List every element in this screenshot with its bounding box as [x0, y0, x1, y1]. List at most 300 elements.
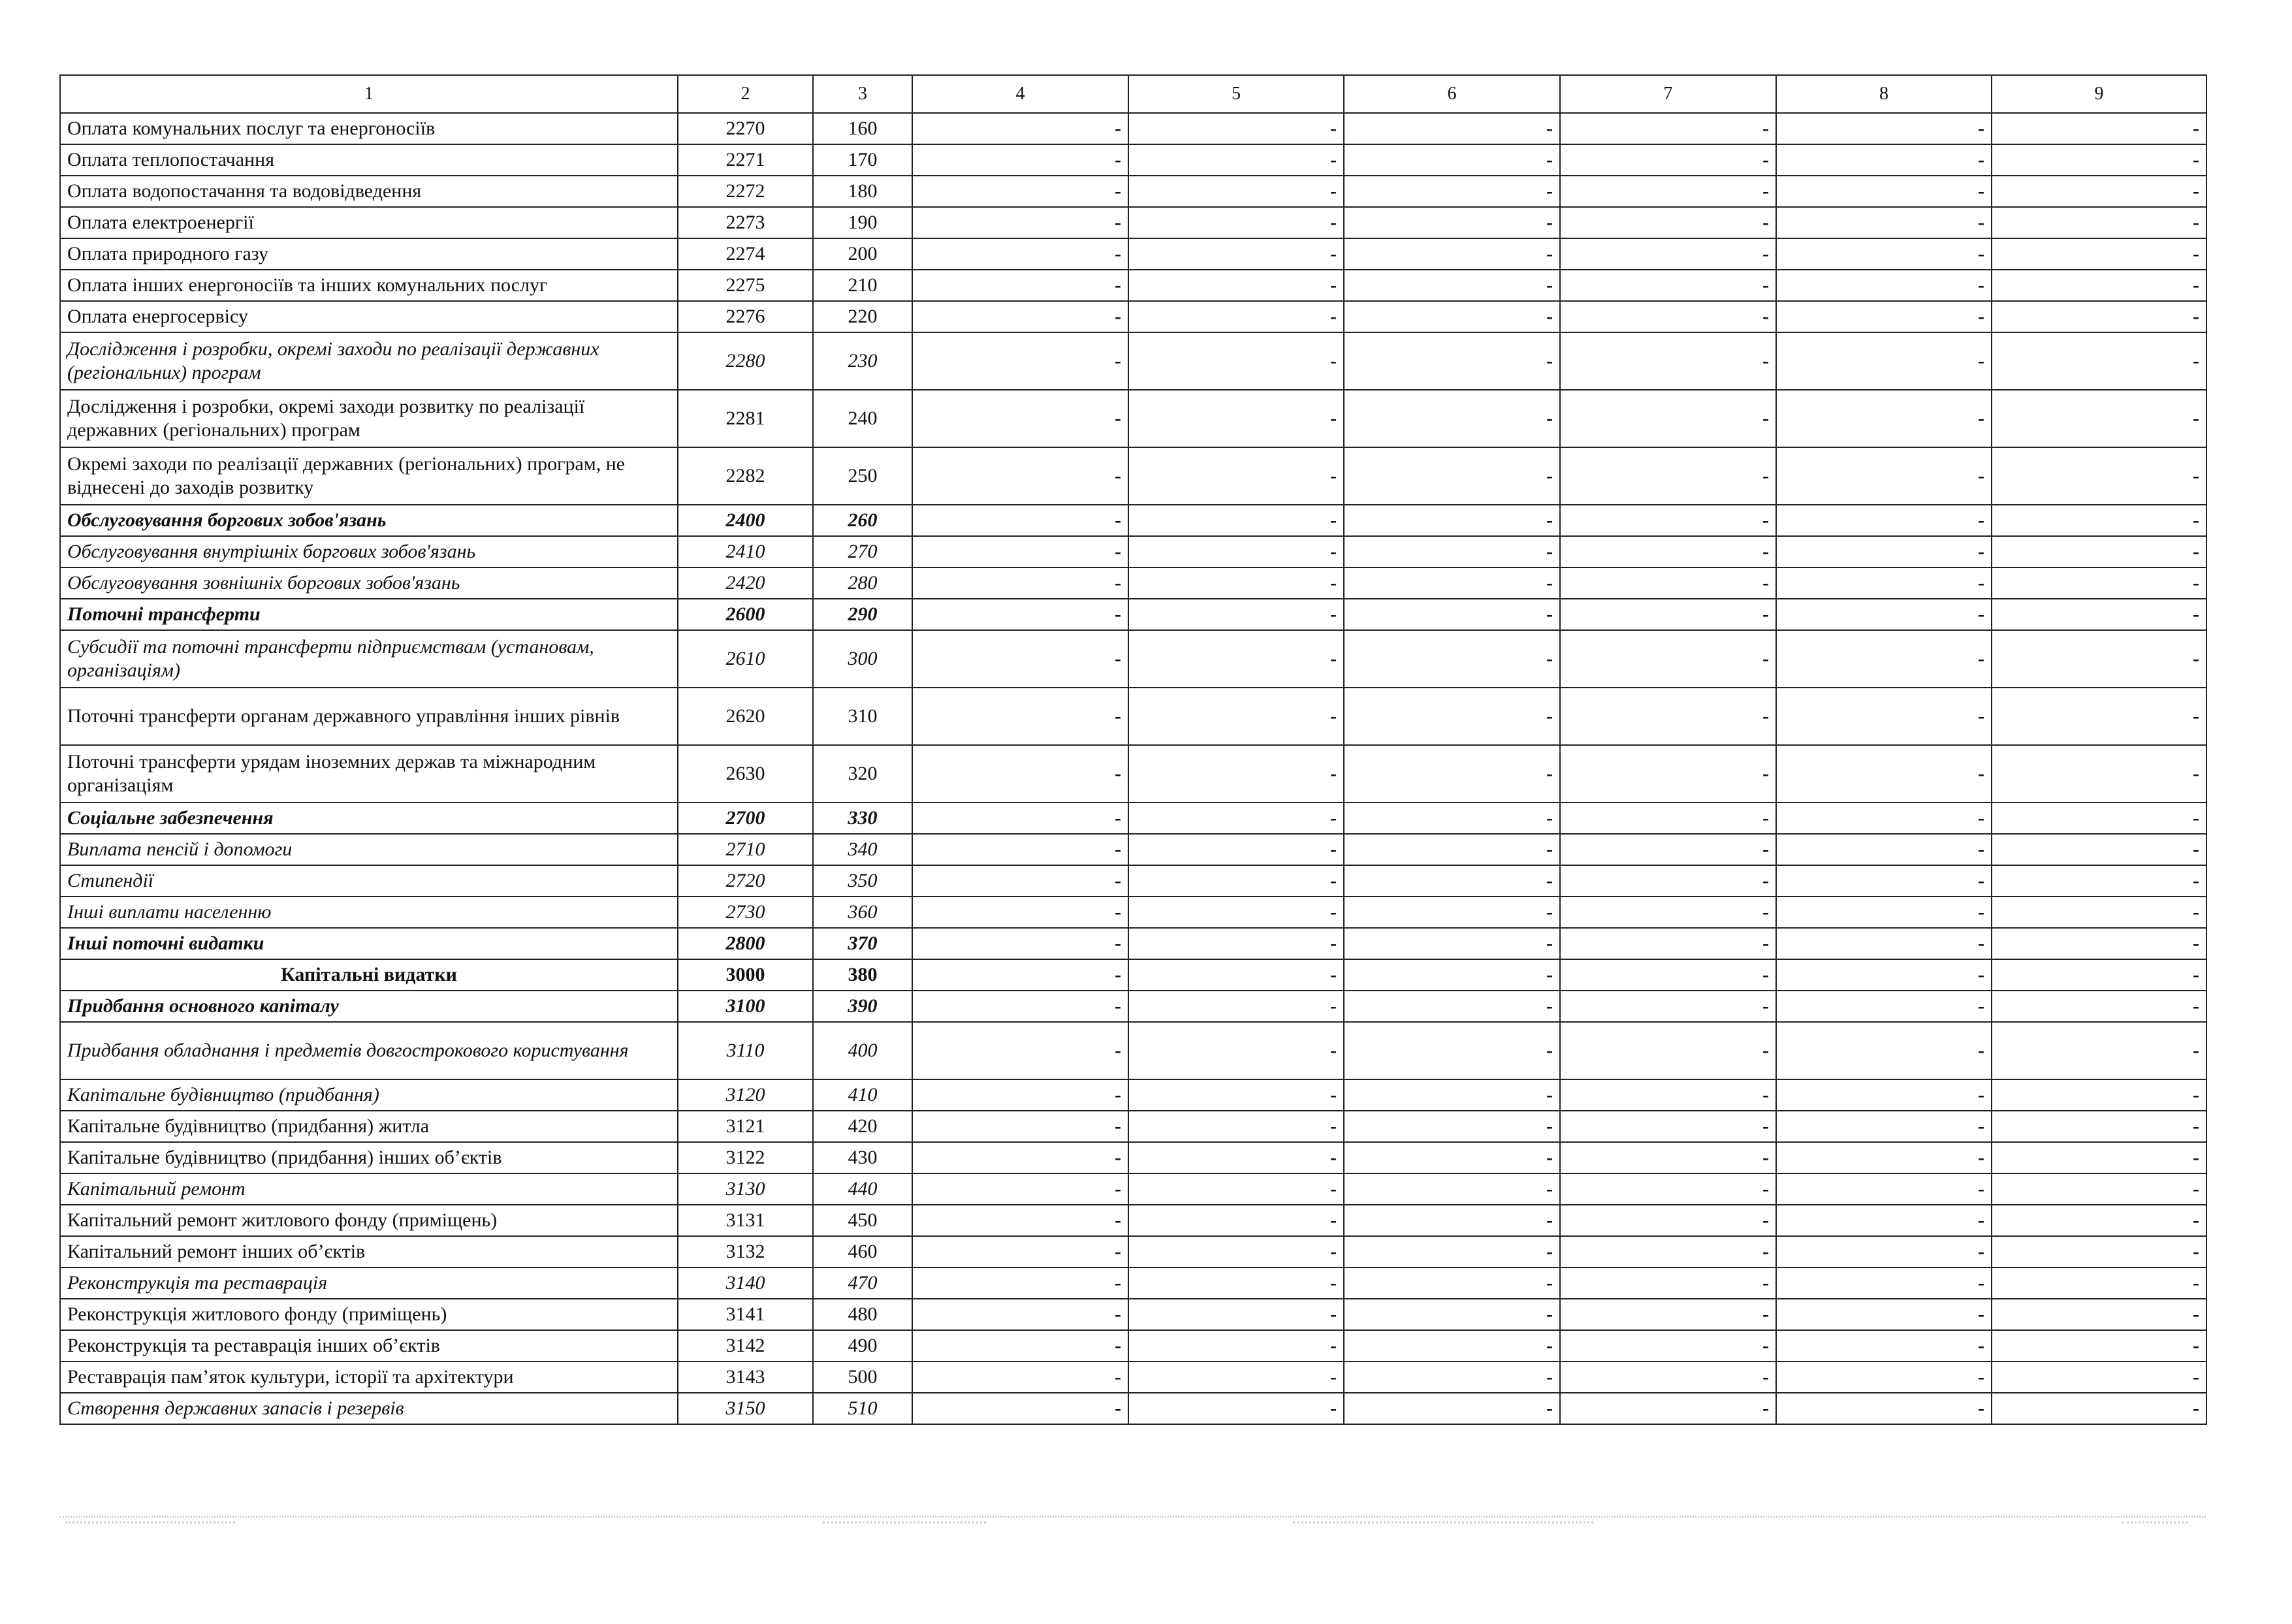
value-cell-col-4: -	[912, 536, 1128, 567]
value-cell-col-7: -	[1560, 928, 1776, 959]
table-row	[60, 1079, 2206, 1111]
row-name: Обслуговування зовнішніх боргових зобов'язань	[60, 567, 678, 599]
value-cell-col-4: -	[912, 1393, 1128, 1424]
value-cell-col-9: -	[1992, 567, 2206, 599]
value-cell-col-8: -	[1776, 959, 1992, 991]
row-code: 2273	[678, 207, 813, 238]
row-code: 2272	[678, 176, 813, 207]
header-col-7: 7	[1560, 75, 1776, 113]
row-code: 2280	[678, 332, 813, 390]
value-cell-col-5: -	[1128, 447, 1344, 505]
value-cell-col-9: -	[1992, 1393, 2206, 1424]
value-cell-col-5: -	[1128, 688, 1344, 745]
value-cell-col-6: -	[1344, 745, 1560, 803]
value-cell-col-6: -	[1344, 1361, 1560, 1393]
value-cell-col-6: -	[1344, 270, 1560, 301]
row-number: 410	[813, 1079, 912, 1111]
row-name: Виплата пенсій і допомоги	[60, 834, 678, 865]
table-row	[60, 207, 2206, 238]
table-row	[60, 1142, 2206, 1173]
value-cell-col-7: -	[1560, 1361, 1776, 1393]
row-number: 180	[813, 176, 912, 207]
value-cell-col-8: -	[1776, 1079, 1992, 1111]
value-cell-col-8: -	[1776, 897, 1992, 928]
value-cell-col-9: -	[1992, 959, 2206, 991]
header-col-9: 9	[1992, 75, 2206, 113]
value-cell-col-5: -	[1128, 238, 1344, 270]
row-number: 450	[813, 1205, 912, 1236]
header-col-3: 3	[813, 75, 912, 113]
value-cell-col-6: -	[1344, 1111, 1560, 1142]
value-cell-col-8: -	[1776, 1330, 1992, 1361]
value-cell-col-4: -	[912, 270, 1128, 301]
value-cell-col-6: -	[1344, 834, 1560, 865]
table-row	[60, 599, 2206, 630]
value-cell-col-5: -	[1128, 928, 1344, 959]
row-code: 3141	[678, 1299, 813, 1330]
table-row	[60, 1236, 2206, 1267]
value-cell-col-7: -	[1560, 745, 1776, 803]
row-name: Капітальний ремонт	[60, 1173, 678, 1205]
row-code: 2710	[678, 834, 813, 865]
row-number: 300	[813, 630, 912, 688]
row-code: 2400	[678, 505, 813, 536]
table-row	[60, 1205, 2206, 1236]
value-cell-col-5: -	[1128, 270, 1344, 301]
row-number: 490	[813, 1330, 912, 1361]
value-cell-col-5: -	[1128, 144, 1344, 176]
value-cell-col-8: -	[1776, 1173, 1992, 1205]
value-cell-col-9: -	[1992, 1111, 2206, 1142]
row-code: 2271	[678, 144, 813, 176]
value-cell-col-8: -	[1776, 176, 1992, 207]
value-cell-col-8: -	[1776, 1111, 1992, 1142]
value-cell-col-5: -	[1128, 1267, 1344, 1299]
value-cell-col-4: -	[912, 1330, 1128, 1361]
value-cell-col-7: -	[1560, 301, 1776, 332]
row-number: 190	[813, 207, 912, 238]
row-code: 3120	[678, 1079, 813, 1111]
value-cell-col-9: -	[1992, 1361, 2206, 1393]
header-col-6: 6	[1344, 75, 1560, 113]
value-cell-col-6: -	[1344, 630, 1560, 688]
value-cell-col-4: -	[912, 630, 1128, 688]
value-cell-col-6: -	[1344, 1142, 1560, 1173]
value-cell-col-9: -	[1992, 897, 2206, 928]
value-cell-col-8: -	[1776, 144, 1992, 176]
row-number: 280	[813, 567, 912, 599]
value-cell-col-8: -	[1776, 865, 1992, 897]
value-cell-col-6: -	[1344, 505, 1560, 536]
row-name: Капітальні видатки	[60, 959, 678, 991]
value-cell-col-5: -	[1128, 390, 1344, 447]
value-cell-col-9: -	[1992, 1205, 2206, 1236]
value-cell-col-6: -	[1344, 1022, 1560, 1079]
row-number: 210	[813, 270, 912, 301]
value-cell-col-9: -	[1992, 176, 2206, 207]
value-cell-col-5: -	[1128, 959, 1344, 991]
row-number: 260	[813, 505, 912, 536]
row-code: 3150	[678, 1393, 813, 1424]
row-name: Обслуговування боргових зобов'язань	[60, 505, 678, 536]
value-cell-col-8: -	[1776, 1299, 1992, 1330]
row-number: 380	[813, 959, 912, 991]
value-cell-col-9: -	[1992, 1330, 2206, 1361]
value-cell-col-8: -	[1776, 447, 1992, 505]
value-cell-col-8: -	[1776, 803, 1992, 834]
value-cell-col-5: -	[1128, 1111, 1344, 1142]
row-code: 2600	[678, 599, 813, 630]
value-cell-col-6: -	[1344, 536, 1560, 567]
row-name: Капітальне будівництво (придбання)	[60, 1079, 678, 1111]
row-code: 2620	[678, 688, 813, 745]
value-cell-col-6: -	[1344, 1173, 1560, 1205]
table-row	[60, 332, 2206, 390]
value-cell-col-9: -	[1992, 688, 2206, 745]
row-code: 3143	[678, 1361, 813, 1393]
value-cell-col-4: -	[912, 1022, 1128, 1079]
row-number: 160	[813, 113, 912, 144]
value-cell-col-5: -	[1128, 113, 1344, 144]
value-cell-col-9: -	[1992, 270, 2206, 301]
row-name: Інші виплати населенню	[60, 897, 678, 928]
value-cell-col-6: -	[1344, 688, 1560, 745]
row-number: 370	[813, 928, 912, 959]
row-number: 290	[813, 599, 912, 630]
value-cell-col-9: -	[1992, 505, 2206, 536]
value-cell-col-8: -	[1776, 599, 1992, 630]
row-code: 3100	[678, 991, 813, 1022]
value-cell-col-7: -	[1560, 1022, 1776, 1079]
row-code: 2275	[678, 270, 813, 301]
value-cell-col-8: -	[1776, 301, 1992, 332]
table-row	[60, 928, 2206, 959]
table-row	[60, 630, 2206, 688]
value-cell-col-8: -	[1776, 1393, 1992, 1424]
row-code: 2720	[678, 865, 813, 897]
table-row	[60, 803, 2206, 834]
value-cell-col-4: -	[912, 176, 1128, 207]
row-number: 420	[813, 1111, 912, 1142]
value-cell-col-5: -	[1128, 897, 1344, 928]
value-cell-col-9: -	[1992, 447, 2206, 505]
table-row	[60, 390, 2206, 447]
value-cell-col-9: -	[1992, 1142, 2206, 1173]
value-cell-col-4: -	[912, 238, 1128, 270]
value-cell-col-4: -	[912, 1205, 1128, 1236]
row-number: 170	[813, 144, 912, 176]
value-cell-col-7: -	[1560, 505, 1776, 536]
value-cell-col-7: -	[1560, 630, 1776, 688]
value-cell-col-4: -	[912, 1111, 1128, 1142]
value-cell-col-9: -	[1992, 630, 2206, 688]
value-cell-col-7: -	[1560, 447, 1776, 505]
table-row	[60, 1173, 2206, 1205]
row-name: Реконструкція житлового фонду (приміщень)	[60, 1299, 678, 1330]
table-row	[60, 567, 2206, 599]
table-row	[60, 865, 2206, 897]
value-cell-col-4: -	[912, 803, 1128, 834]
value-cell-col-7: -	[1560, 1142, 1776, 1173]
row-code: 3130	[678, 1173, 813, 1205]
row-name: Створення державних запасів і резервів	[60, 1393, 678, 1424]
value-cell-col-9: -	[1992, 1022, 2206, 1079]
value-cell-col-8: -	[1776, 1022, 1992, 1079]
row-code: 2270	[678, 113, 813, 144]
table-row	[60, 505, 2206, 536]
value-cell-col-6: -	[1344, 1236, 1560, 1267]
value-cell-col-5: -	[1128, 1299, 1344, 1330]
value-cell-col-7: -	[1560, 144, 1776, 176]
row-code: 2700	[678, 803, 813, 834]
value-cell-col-9: -	[1992, 834, 2206, 865]
row-name: Субсидії та поточні трансферти підприємствам (установам, організаціям)	[60, 630, 678, 688]
row-code: 2630	[678, 745, 813, 803]
row-name: Поточні трансферти урядам іноземних держав та міжнародним організаціям	[60, 745, 678, 803]
row-number: 390	[813, 991, 912, 1022]
row-number: 320	[813, 745, 912, 803]
value-cell-col-5: -	[1128, 1142, 1344, 1173]
value-cell-col-5: -	[1128, 1393, 1344, 1424]
value-cell-col-5: -	[1128, 207, 1344, 238]
row-name: Дослідження і розробки, окремі заходи по реалізації державних (регіональних) програм	[60, 332, 678, 390]
value-cell-col-9: -	[1992, 536, 2206, 567]
value-cell-col-9: -	[1992, 599, 2206, 630]
row-code: 3142	[678, 1330, 813, 1361]
row-name: Оплата комунальних послуг та енергоносіїв	[60, 113, 678, 144]
row-code: 2276	[678, 301, 813, 332]
row-code: 3121	[678, 1111, 813, 1142]
value-cell-col-9: -	[1992, 1299, 2206, 1330]
value-cell-col-8: -	[1776, 207, 1992, 238]
value-cell-col-7: -	[1560, 1205, 1776, 1236]
value-cell-col-5: -	[1128, 505, 1344, 536]
row-code: 3140	[678, 1267, 813, 1299]
row-name: Реконструкція та реставрація	[60, 1267, 678, 1299]
value-cell-col-4: -	[912, 332, 1128, 390]
value-cell-col-5: -	[1128, 332, 1344, 390]
header-row	[60, 75, 2206, 113]
value-cell-col-4: -	[912, 834, 1128, 865]
row-number: 220	[813, 301, 912, 332]
row-number: 200	[813, 238, 912, 270]
value-cell-col-6: -	[1344, 1299, 1560, 1330]
value-cell-col-5: -	[1128, 991, 1344, 1022]
value-cell-col-4: -	[912, 505, 1128, 536]
row-code: 2410	[678, 536, 813, 567]
table-row	[60, 1022, 2206, 1079]
value-cell-col-9: -	[1992, 1173, 2206, 1205]
value-cell-col-4: -	[912, 928, 1128, 959]
table-row	[60, 1330, 2206, 1361]
table-row	[60, 1111, 2206, 1142]
value-cell-col-6: -	[1344, 238, 1560, 270]
row-number: 330	[813, 803, 912, 834]
value-cell-col-9: -	[1992, 1079, 2206, 1111]
value-cell-col-4: -	[912, 688, 1128, 745]
value-cell-col-4: -	[912, 1299, 1128, 1330]
row-name: Придбання основного капіталу	[60, 991, 678, 1022]
row-name: Стипендії	[60, 865, 678, 897]
row-name: Оплата теплопостачання	[60, 144, 678, 176]
value-cell-col-8: -	[1776, 567, 1992, 599]
row-code: 2281	[678, 390, 813, 447]
table-row	[60, 301, 2206, 332]
value-cell-col-7: -	[1560, 536, 1776, 567]
value-cell-col-6: -	[1344, 1267, 1560, 1299]
value-cell-col-4: -	[912, 1173, 1128, 1205]
row-name: Поточні трансферти	[60, 599, 678, 630]
value-cell-col-8: -	[1776, 1142, 1992, 1173]
value-cell-col-5: -	[1128, 834, 1344, 865]
value-cell-col-6: -	[1344, 567, 1560, 599]
value-cell-col-4: -	[912, 390, 1128, 447]
table-row	[60, 1393, 2206, 1424]
value-cell-col-8: -	[1776, 238, 1992, 270]
table-body	[60, 113, 2206, 1424]
value-cell-col-8: -	[1776, 1236, 1992, 1267]
row-code: 2610	[678, 630, 813, 688]
value-cell-col-4: -	[912, 207, 1128, 238]
value-cell-col-7: -	[1560, 567, 1776, 599]
row-code: 2282	[678, 447, 813, 505]
value-cell-col-4: -	[912, 1267, 1128, 1299]
value-cell-col-9: -	[1992, 144, 2206, 176]
value-cell-col-8: -	[1776, 928, 1992, 959]
row-number: 400	[813, 1022, 912, 1079]
value-cell-col-9: -	[1992, 865, 2206, 897]
value-cell-col-8: -	[1776, 505, 1992, 536]
row-name: Придбання обладнання і предметів довгострокового користування	[60, 1022, 678, 1079]
value-cell-col-4: -	[912, 1079, 1128, 1111]
row-name: Поточні трансферти органам державного управління інших рівнів	[60, 688, 678, 745]
row-code: 3110	[678, 1022, 813, 1079]
table-row	[60, 1361, 2206, 1393]
value-cell-col-4: -	[912, 447, 1128, 505]
value-cell-col-4: -	[912, 599, 1128, 630]
row-name: Оплата електроенергії	[60, 207, 678, 238]
value-cell-col-7: -	[1560, 1111, 1776, 1142]
value-cell-col-8: -	[1776, 113, 1992, 144]
value-cell-col-8: -	[1776, 332, 1992, 390]
value-cell-col-6: -	[1344, 447, 1560, 505]
row-number: 480	[813, 1299, 912, 1330]
value-cell-col-9: -	[1992, 207, 2206, 238]
value-cell-col-9: -	[1992, 803, 2206, 834]
value-cell-col-8: -	[1776, 1361, 1992, 1393]
value-cell-col-5: -	[1128, 599, 1344, 630]
row-code: 3131	[678, 1205, 813, 1236]
value-cell-col-7: -	[1560, 959, 1776, 991]
row-code: 2800	[678, 928, 813, 959]
row-name: Дослідження і розробки, окремі заходи розвитку по реалізації державних (регіональних) програм	[60, 390, 678, 447]
value-cell-col-4: -	[912, 567, 1128, 599]
value-cell-col-8: -	[1776, 270, 1992, 301]
value-cell-col-9: -	[1992, 745, 2206, 803]
value-cell-col-7: -	[1560, 113, 1776, 144]
value-cell-col-7: -	[1560, 688, 1776, 745]
value-cell-col-7: -	[1560, 834, 1776, 865]
value-cell-col-5: -	[1128, 1205, 1344, 1236]
value-cell-col-5: -	[1128, 1173, 1344, 1205]
value-cell-col-5: -	[1128, 176, 1344, 207]
value-cell-col-7: -	[1560, 1236, 1776, 1267]
value-cell-col-9: -	[1992, 238, 2206, 270]
value-cell-col-7: -	[1560, 390, 1776, 447]
row-code: 3122	[678, 1142, 813, 1173]
value-cell-col-7: -	[1560, 1299, 1776, 1330]
value-cell-col-9: -	[1992, 1236, 2206, 1267]
header-col-4: 4	[912, 75, 1128, 113]
header-col-2: 2	[678, 75, 813, 113]
value-cell-col-5: -	[1128, 536, 1344, 567]
value-cell-col-4: -	[912, 897, 1128, 928]
row-number: 460	[813, 1236, 912, 1267]
value-cell-col-7: -	[1560, 1330, 1776, 1361]
table-row	[60, 176, 2206, 207]
value-cell-col-6: -	[1344, 803, 1560, 834]
value-cell-col-5: -	[1128, 803, 1344, 834]
value-cell-col-9: -	[1992, 928, 2206, 959]
table-row	[60, 745, 2206, 803]
value-cell-col-9: -	[1992, 1267, 2206, 1299]
row-name: Обслуговування внутрішніх боргових зобов'язань	[60, 536, 678, 567]
table-row	[60, 991, 2206, 1022]
value-cell-col-5: -	[1128, 1330, 1344, 1361]
header-col-5: 5	[1128, 75, 1344, 113]
value-cell-col-8: -	[1776, 991, 1992, 1022]
row-number: 340	[813, 834, 912, 865]
row-number: 350	[813, 865, 912, 897]
row-number: 470	[813, 1267, 912, 1299]
value-cell-col-5: -	[1128, 1079, 1344, 1111]
table-row	[60, 270, 2206, 301]
value-cell-col-6: -	[1344, 959, 1560, 991]
value-cell-col-8: -	[1776, 1267, 1992, 1299]
value-cell-col-4: -	[912, 959, 1128, 991]
row-name: Реставрація пам’яток культури, історії та архітектури	[60, 1361, 678, 1393]
row-name: Капітальне будівництво (придбання) житла	[60, 1111, 678, 1142]
value-cell-col-5: -	[1128, 630, 1344, 688]
row-name: Окремі заходи по реалізації державних (регіональних) програм, не віднесені до заходів розвитку	[60, 447, 678, 505]
value-cell-col-7: -	[1560, 865, 1776, 897]
value-cell-col-7: -	[1560, 803, 1776, 834]
value-cell-col-6: -	[1344, 390, 1560, 447]
row-name: Оплата водопостачання та водовідведення	[60, 176, 678, 207]
value-cell-col-8: -	[1776, 834, 1992, 865]
row-number: 230	[813, 332, 912, 390]
value-cell-col-4: -	[912, 301, 1128, 332]
value-cell-col-6: -	[1344, 113, 1560, 144]
value-cell-col-7: -	[1560, 1267, 1776, 1299]
value-cell-col-7: -	[1560, 1173, 1776, 1205]
value-cell-col-6: -	[1344, 301, 1560, 332]
value-cell-col-9: -	[1992, 332, 2206, 390]
table-row	[60, 834, 2206, 865]
value-cell-col-6: -	[1344, 144, 1560, 176]
value-cell-col-5: -	[1128, 1361, 1344, 1393]
row-code: 2420	[678, 567, 813, 599]
footer-marks	[65, 1521, 2201, 1535]
value-cell-col-4: -	[912, 865, 1128, 897]
row-code: 2274	[678, 238, 813, 270]
value-cell-col-7: -	[1560, 1393, 1776, 1424]
value-cell-col-4: -	[912, 113, 1128, 144]
value-cell-col-7: -	[1560, 991, 1776, 1022]
value-cell-col-5: -	[1128, 1022, 1344, 1079]
value-cell-col-8: -	[1776, 688, 1992, 745]
header-col-8: 8	[1776, 75, 1992, 113]
